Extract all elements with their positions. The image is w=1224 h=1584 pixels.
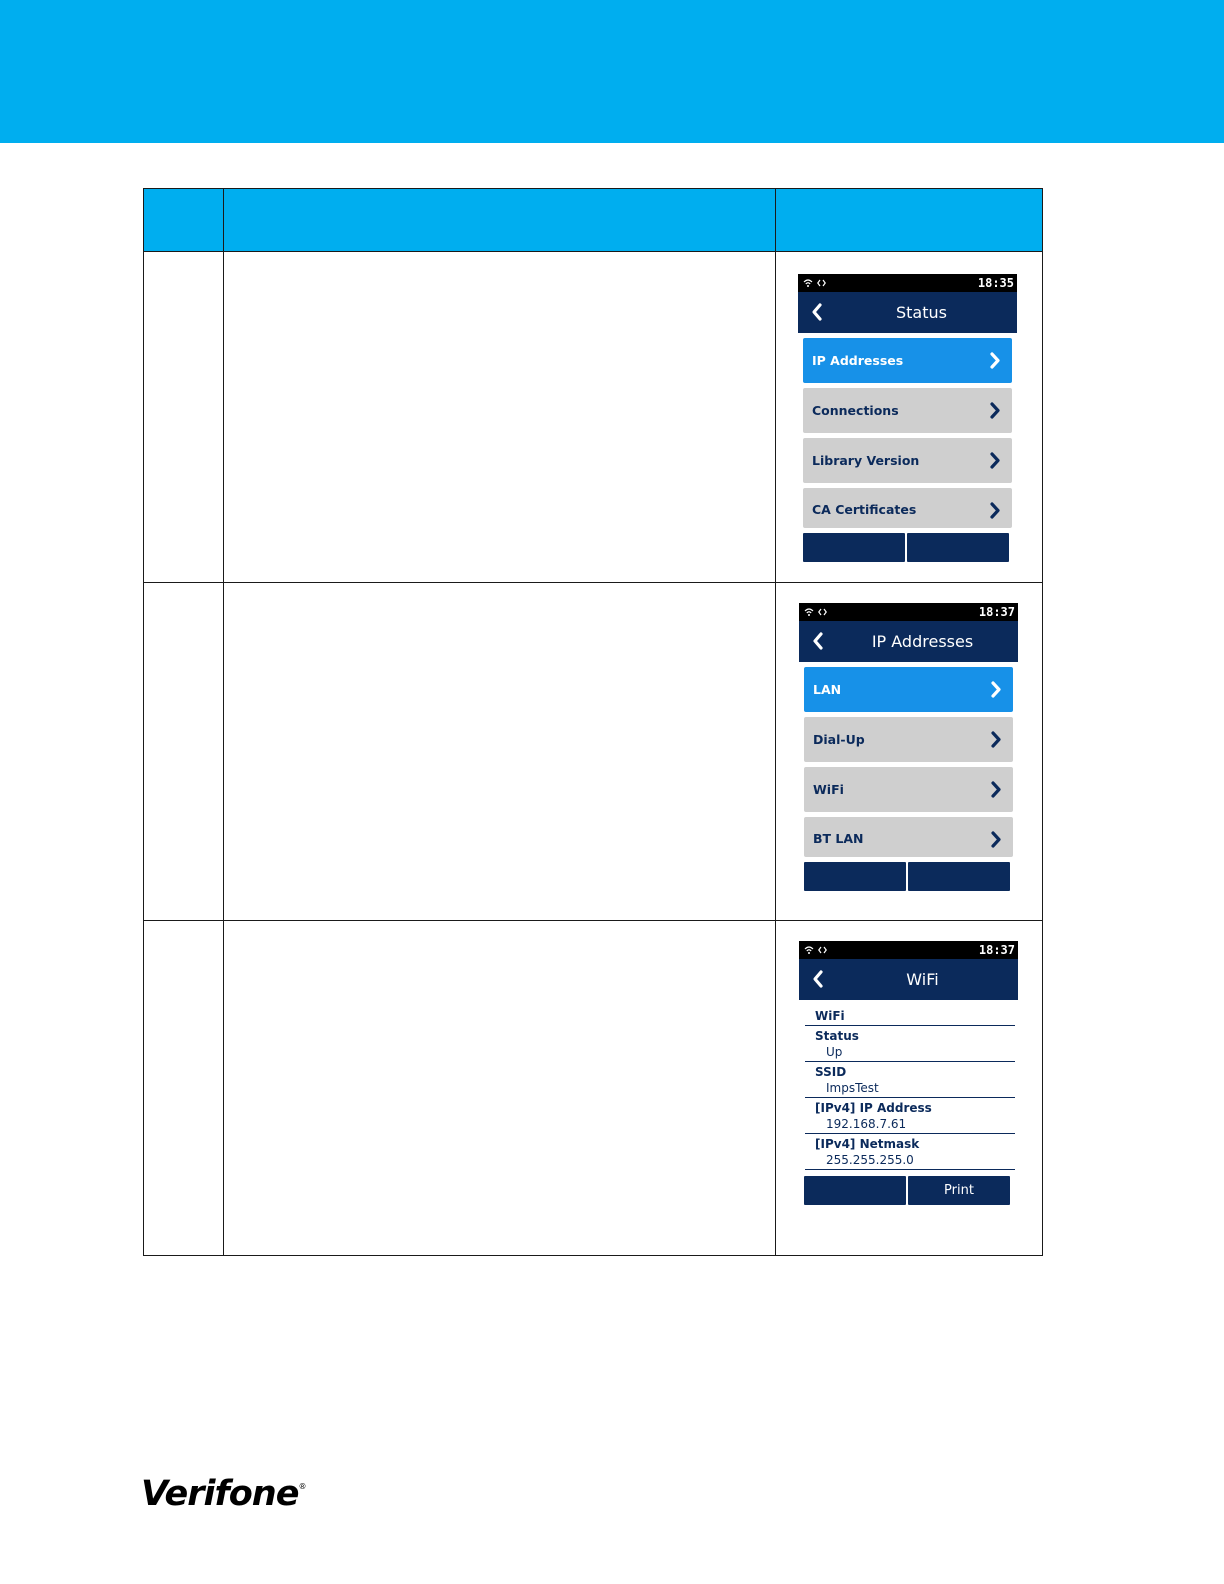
wifi-icon — [804, 608, 814, 616]
chevron-right-icon — [990, 730, 1002, 749]
info-row-status — [805, 1026, 1015, 1062]
registered-mark: ® — [298, 1482, 307, 1491]
menu-item-library-version[interactable] — [803, 438, 1012, 483]
softkey-left[interactable] — [803, 533, 905, 562]
menu-item-lan[interactable] — [804, 667, 1013, 712]
top-banner — [0, 0, 1224, 143]
info-label: Status — [815, 1029, 859, 1043]
clock: 18:35 — [977, 276, 1014, 290]
status-bar — [798, 274, 1017, 292]
info-value: 255.255.255.0 — [826, 1153, 914, 1167]
clock: 18:37 — [978, 605, 1015, 619]
soft-keys — [798, 533, 1017, 562]
step-cell — [144, 252, 223, 582]
menu-list — [799, 662, 1018, 857]
menu-item-label: CA Certificates — [812, 502, 917, 517]
screen-title: IP Addresses — [871, 632, 974, 651]
softkey-right[interactable] — [907, 533, 1009, 562]
info-label: [IPv4] Netmask — [815, 1137, 920, 1151]
info-value: ImpsTest — [826, 1081, 879, 1095]
info-section-header — [805, 1006, 1015, 1026]
column-divider — [775, 189, 776, 1255]
info-value: 192.168.7.61 — [826, 1117, 907, 1131]
chevron-right-icon — [990, 680, 1002, 699]
connection-arrows-icon — [817, 279, 826, 287]
menu-item-ca-certificates[interactable] — [803, 488, 1012, 528]
chevron-right-icon — [989, 501, 1001, 520]
softkey-left[interactable] — [804, 862, 906, 891]
info-section-title: WiFi — [815, 1009, 845, 1023]
info-value: Up — [826, 1045, 843, 1059]
menu-item-label: Dial-Up — [813, 732, 865, 747]
terminal-screen-wifi — [799, 941, 1018, 1205]
info-row-netmask — [805, 1134, 1015, 1170]
softkey-left[interactable] — [804, 1176, 906, 1205]
menu-item-label: Connections — [812, 403, 899, 418]
chevron-right-icon — [989, 351, 1001, 370]
table-header — [144, 189, 1042, 252]
soft-keys — [799, 862, 1018, 891]
info-label: [IPv4] IP Address — [815, 1101, 932, 1115]
terminal-screen-ip-addresses — [799, 603, 1018, 891]
menu-item-wifi[interactable] — [804, 767, 1013, 812]
menu-list — [798, 333, 1017, 528]
title-bar — [799, 621, 1018, 662]
menu-item-label: LAN — [813, 682, 842, 697]
wifi-icon — [803, 279, 813, 287]
menu-item-label: Library Version — [812, 453, 920, 468]
chevron-right-icon — [989, 401, 1001, 420]
row-divider — [144, 920, 1042, 921]
row-divider — [144, 582, 1042, 583]
screen-title: WiFi — [906, 970, 939, 989]
header-step-col — [144, 189, 223, 251]
chevron-right-icon — [989, 451, 1001, 470]
menu-item-label: BT LAN — [813, 831, 864, 846]
menu-item-ip-addresses[interactable] — [803, 338, 1012, 383]
logo-text: Verifone — [141, 1474, 299, 1514]
info-label: SSID — [815, 1065, 847, 1079]
description-cell — [224, 252, 775, 582]
soft-keys — [799, 1176, 1018, 1205]
screen-title: Status — [896, 303, 947, 322]
verifone-logo — [141, 1474, 306, 1520]
softkey-right[interactable] — [908, 862, 1010, 891]
chevron-right-icon — [990, 830, 1002, 849]
menu-item-bt-lan[interactable] — [804, 817, 1013, 857]
menu-item-dial-up[interactable] — [804, 717, 1013, 762]
steps-table — [143, 188, 1043, 1256]
menu-item-label: WiFi — [813, 782, 844, 797]
clock: 18:37 — [978, 943, 1015, 957]
title-bar — [799, 959, 1018, 1000]
chevron-right-icon — [990, 780, 1002, 799]
menu-item-connections[interactable] — [803, 388, 1012, 433]
status-bar — [799, 941, 1018, 959]
title-bar — [798, 292, 1017, 333]
connection-arrows-icon — [818, 946, 827, 954]
status-bar — [799, 603, 1018, 621]
wifi-icon — [804, 946, 814, 954]
connection-arrows-icon — [818, 608, 827, 616]
info-row-ip-address — [805, 1098, 1015, 1134]
menu-item-label: IP Addresses — [812, 353, 904, 368]
wifi-info-list — [799, 1000, 1018, 1170]
header-screen-col — [776, 189, 1042, 251]
print-button[interactable]: Print — [908, 1176, 1010, 1205]
info-row-ssid — [805, 1062, 1015, 1098]
terminal-screen-status — [798, 274, 1017, 562]
header-description-col — [224, 189, 775, 251]
